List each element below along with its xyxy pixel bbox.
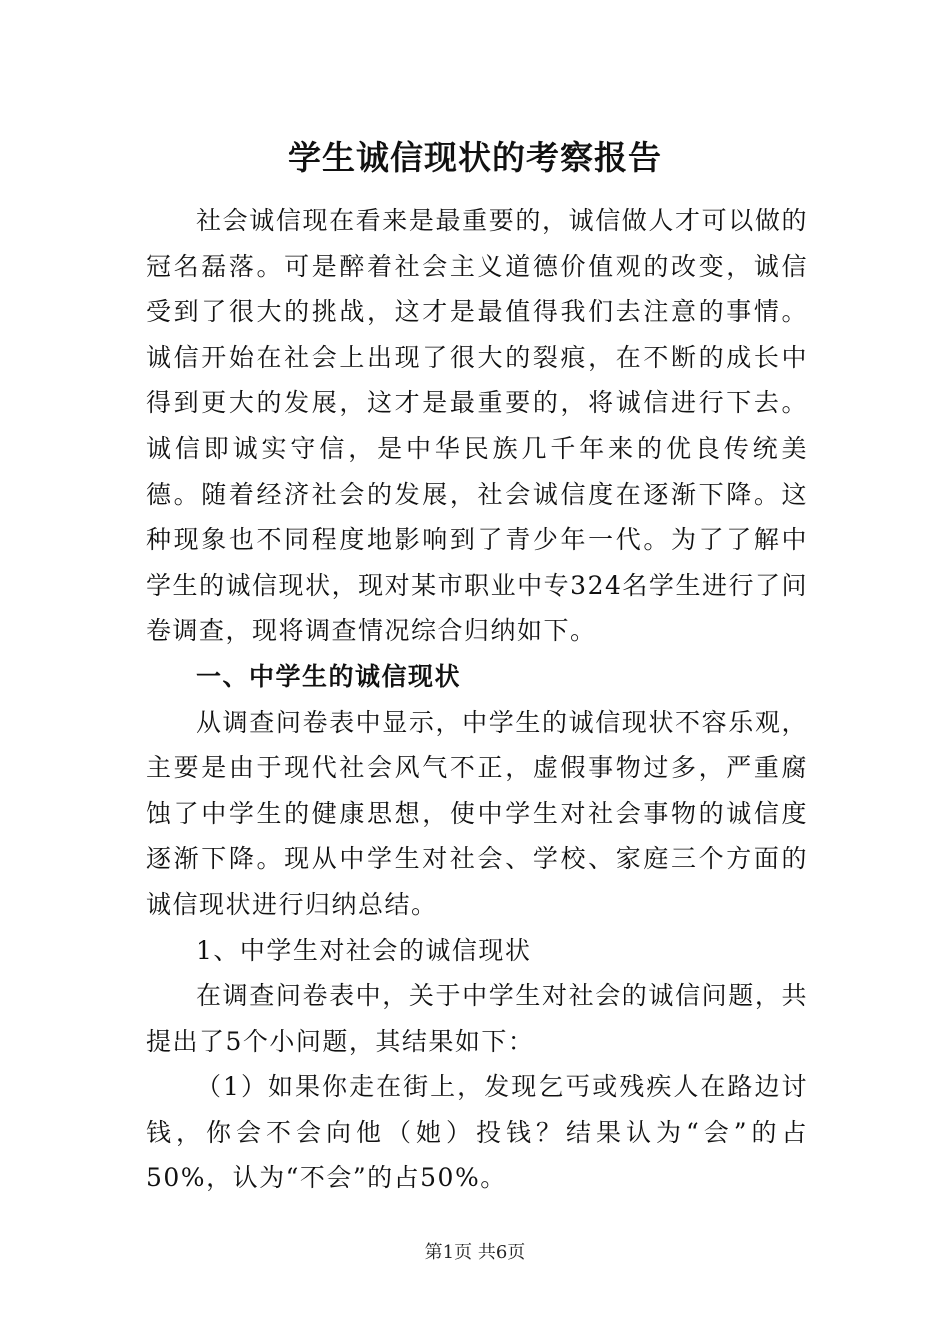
paragraph-section-1: 从调查问卷表中显示，中学生的诚信现状不容乐观，主要是由于现代社会风气不正，虚假事物过多，严重腐蚀了中学生的健康思想，使中学生对社会事物的诚信度逐渐下降。现从中学生对社会、学校、家庭三个方面的诚信现状进行归纳总结。 [146,707,808,919]
page-number: 第1页 共6页 [424,1242,526,1263]
paragraph-question-1: （1）如果你走在街上，发现乞丐或残疾人在路边讨钱，你会不会向他（她）投钱？结果认为“会”的占50%，认为“不会”的占50%。 [146,1072,808,1193]
subsection-heading-1: 1、中学生对社会的诚信现状 [196,935,532,965]
document-title: 学生诚信现状的考察报告 [288,138,662,177]
document-body [146,198,808,1201]
section-heading-1: 一、中学生的诚信现状 [196,661,462,691]
paragraph-intro: 社会诚信现在看来是最重要的，诚信做人才可以做的冠名磊落。可是醉着社会主义道德价值观的改变，诚信受到了很大的挑战，这才是最值得我们去注意的事情。诚信开始在社会上出现了很大的裂痕，在不断的成长中得到更大的发展，这才是最重要的，将诚信进行下去。诚信即诚实守信，是中华民族几千年来的优良传统美德。随着经济社会的发展，社会诚信度在逐渐下降。这种现象也不同程度地影响到了青少年一代。为了了解中学生的诚信现状，现对某市职业中专324名学生进行了问卷调查，现将调查情况综合归纳如下。 [146,206,808,646]
paragraph-subsection-1: 在调查问卷表中，关于中学生对社会的诚信问题，共提出了5个小问题，其结果如下： [146,981,808,1056]
